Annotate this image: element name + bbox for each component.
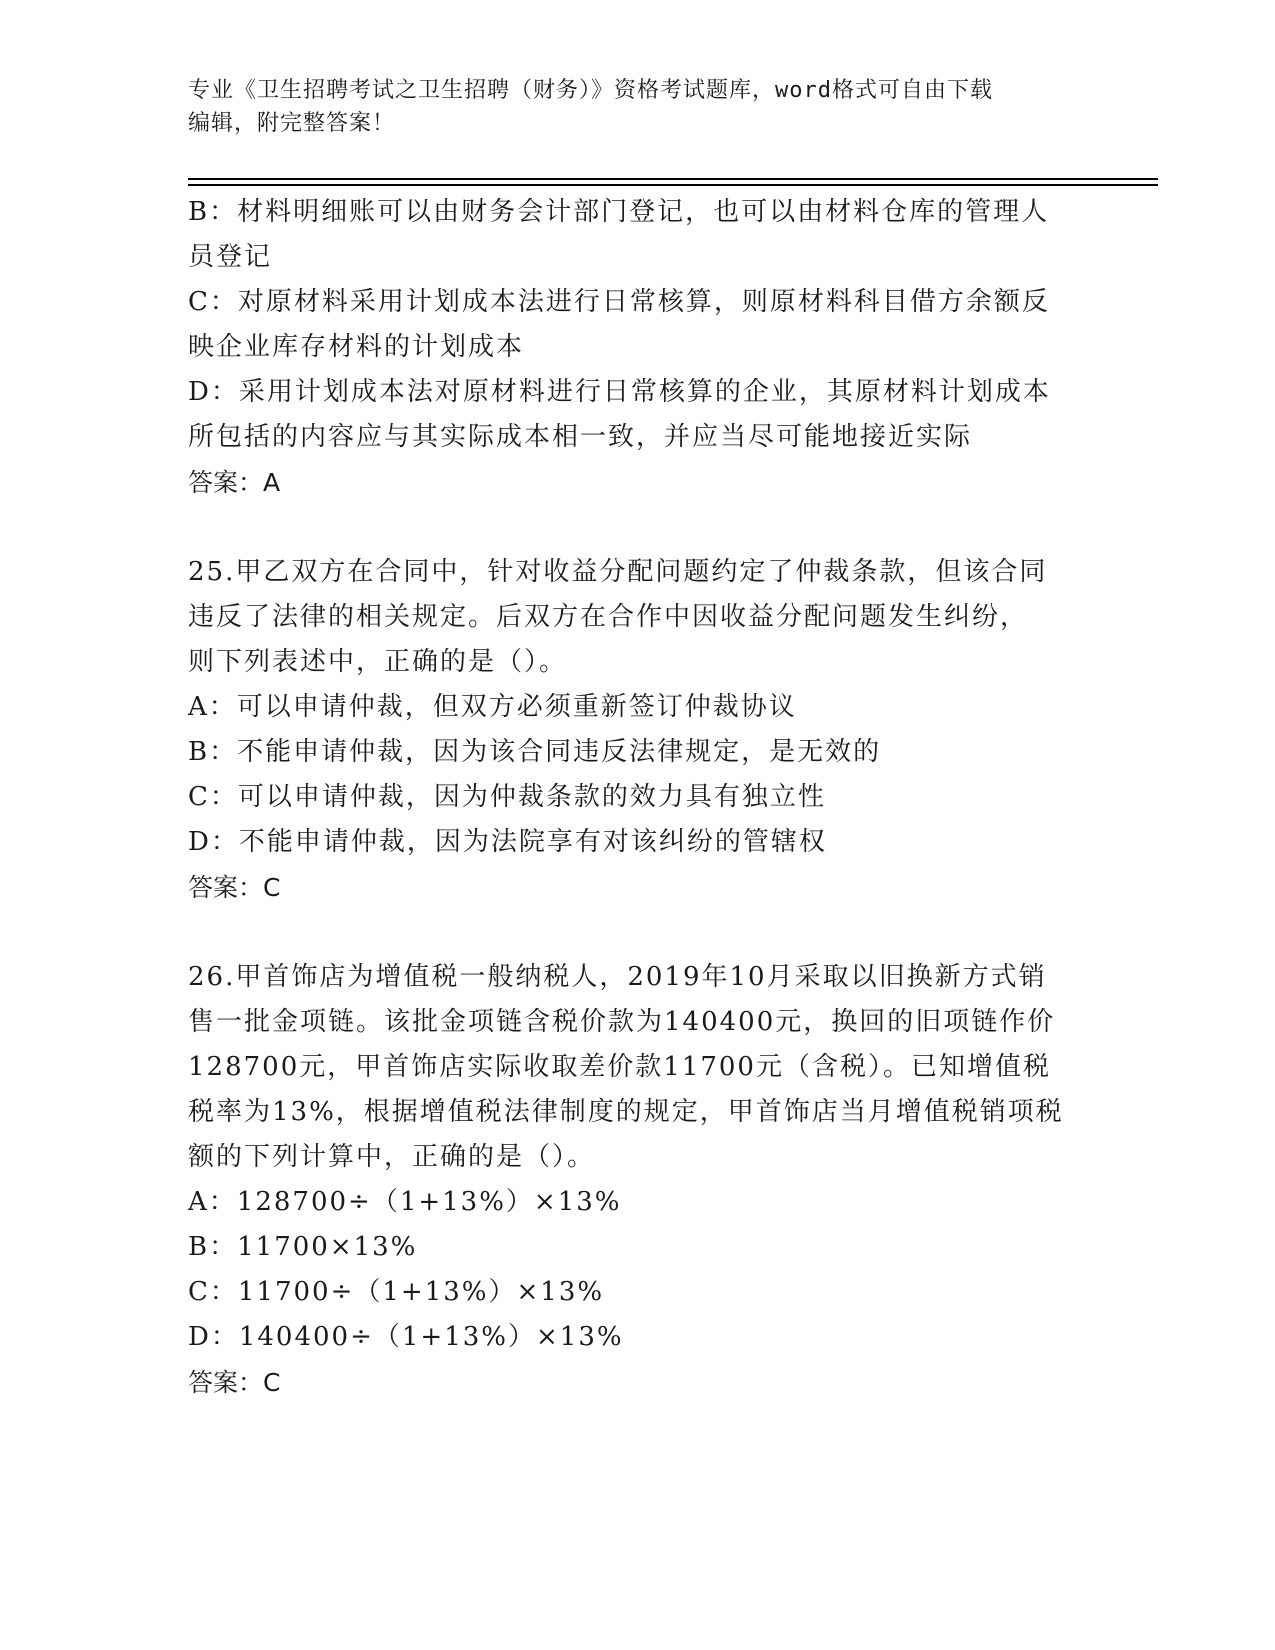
option-c: C：可以申请仲裁，因为仲裁条款的效力具有独立性 — [188, 782, 826, 812]
answer-line: 答案：A — [188, 468, 281, 497]
option-b-line-1: B：材料明细账可以由财务会计部门登记，也可以由材料仓库的管理人 — [188, 197, 1050, 227]
question-stem-line-3: 则下列表述中，正确的是（）。 — [188, 647, 568, 677]
question-26 — [188, 955, 1088, 1405]
option-a: A：128700÷（1+13%）×13% — [188, 1187, 622, 1217]
document-header — [188, 74, 1088, 140]
option-d-line-1: D：采用计划成本法对原材料进行日常核算的企业，其原材料计划成本 — [188, 377, 1051, 407]
option-d: D：不能申请仲裁，因为法院享有对该纠纷的管辖权 — [188, 827, 827, 857]
option-b: B：不能申请仲裁，因为该合同违反法律规定，是无效的 — [188, 737, 882, 767]
option-c-line-2: 映企业库存材料的计划成本 — [188, 332, 525, 362]
question-stem-line-1: 26.甲首饰店为增值税一般纳税人，2019年10月采取以旧换新方式销 — [188, 962, 1047, 992]
question-stem-line-4: 税率为13%，根据增值税法律制度的规定，甲首饰店当月增值税销项税 — [188, 1097, 1064, 1127]
answer-line: 答案：C — [188, 873, 281, 902]
question-stem-line-2: 售一批金项链。该批金项链含税价款为140400元，换回的旧项链作价 — [188, 1007, 1056, 1037]
option-b: B：11700×13% — [188, 1232, 418, 1262]
question-stem-line-2: 违反了法律的相关规定。后双方在合作中因收益分配问题发生纠纷， — [188, 602, 1029, 632]
document-body — [188, 190, 1088, 1405]
question-24-continued — [188, 190, 1088, 505]
header-line-2: 编辑，附完整答案！ — [188, 111, 396, 136]
question-25 — [188, 550, 1088, 910]
option-a: A：可以申请仲裁，但双方必须重新签订仲裁协议 — [188, 692, 797, 722]
header-line-1: 专业《卫生招聘考试之卫生招聘（财务）》资格考试题库，word格式可自由下载 — [188, 78, 993, 103]
spacer — [188, 505, 1088, 550]
option-c-line-1: C：对原材料采用计划成本法进行日常核算，则原材料科目借方余额反 — [188, 287, 1050, 317]
option-d-line-2: 所包括的内容应与其实际成本相一致，并应当尽可能地接近实际 — [188, 422, 973, 452]
option-c: C：11700÷（1+13%）×13% — [188, 1277, 605, 1307]
question-stem-line-3: 128700元，甲首饰店实际收取差价款11700元（含税）。已知增值税 — [188, 1052, 1051, 1082]
header-divider-bottom — [188, 184, 1158, 186]
header-divider-top — [188, 178, 1158, 180]
question-stem-line-1: 25.甲乙双方在合同中，针对收益分配问题约定了仲裁条款，但该合同 — [188, 557, 1048, 587]
question-stem-line-5: 额的下列计算中，正确的是（）。 — [188, 1142, 596, 1172]
answer-line: 答案：C — [188, 1368, 281, 1397]
option-d: D：140400÷（1+13%）×13% — [188, 1322, 624, 1352]
spacer — [188, 910, 1088, 955]
option-b-line-2: 员登记 — [188, 242, 273, 272]
